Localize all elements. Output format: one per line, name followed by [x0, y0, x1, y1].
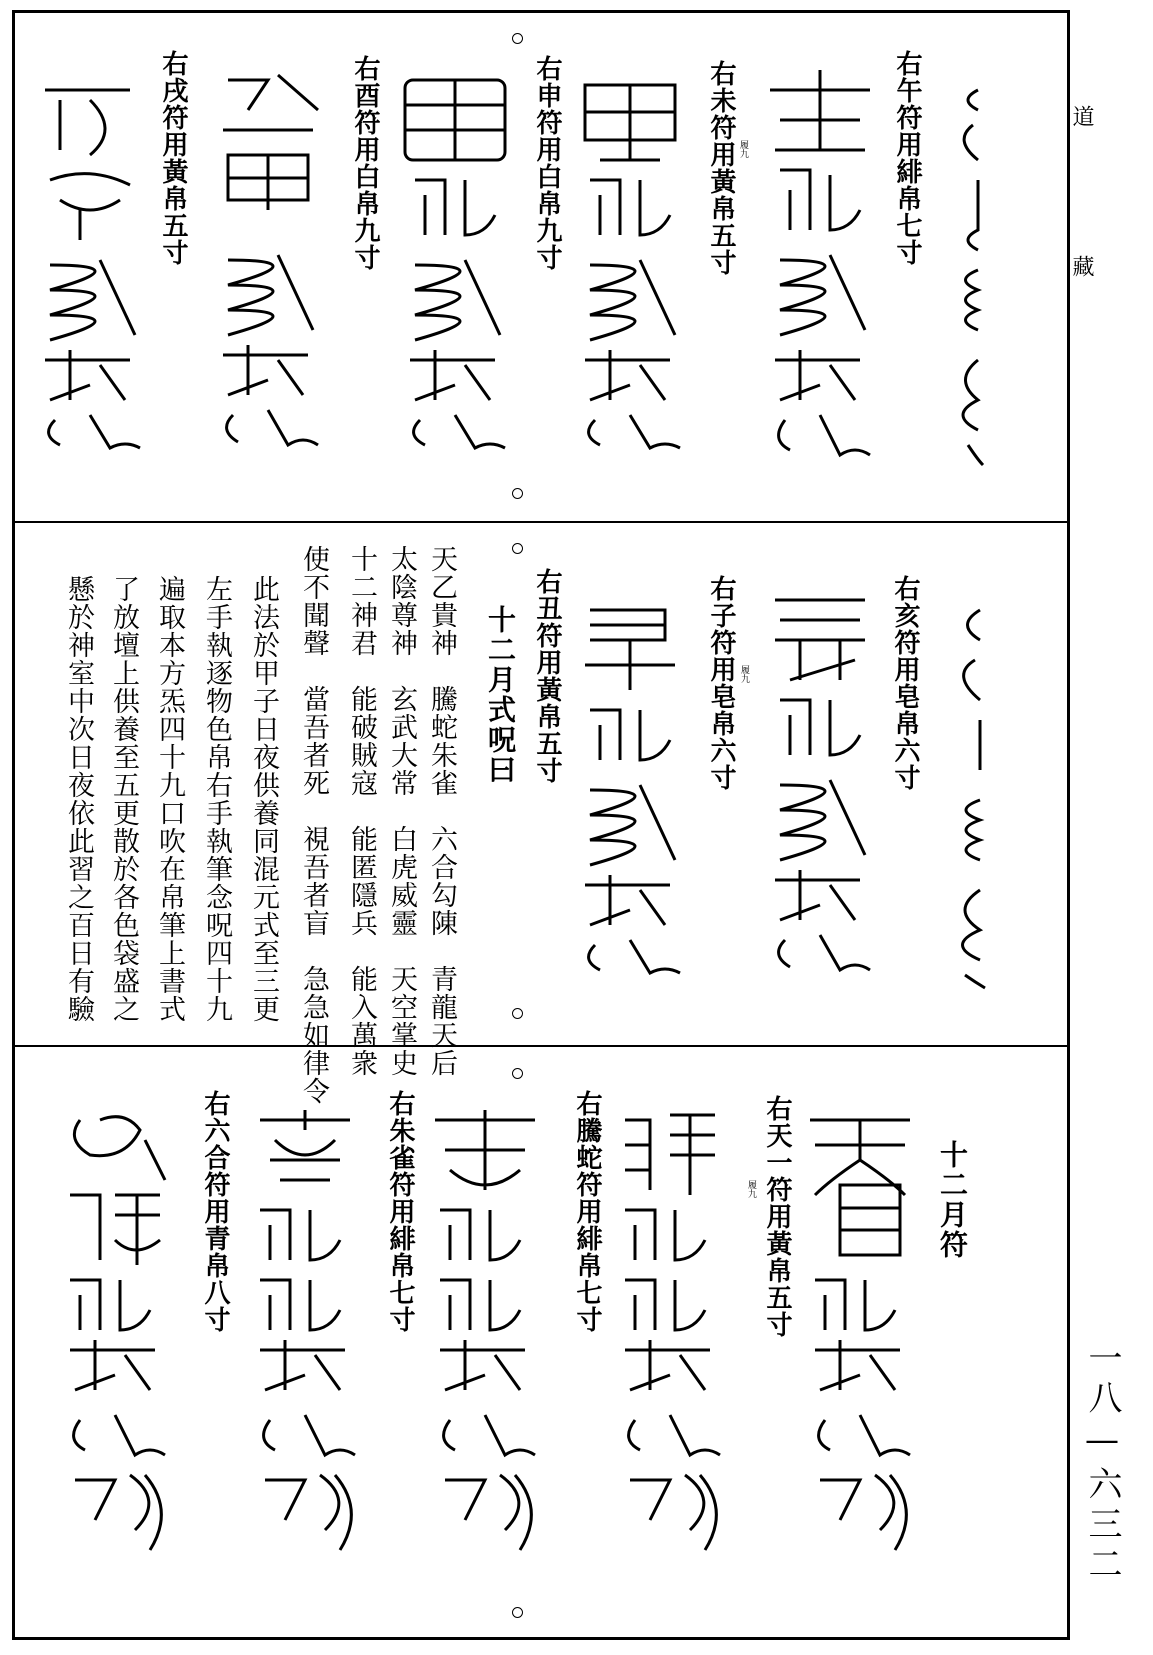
- incantation-line: 天乙貴神 騰蛇朱雀 六合勾陳 青龍天后: [426, 545, 457, 1077]
- talisman-zhuque: [425, 1100, 545, 1560]
- caption-hai: 右亥符用皂帛六寸: [890, 575, 920, 791]
- incantation-line: 使不聞聲 當吾者死 視吾者盲 急急如律令: [298, 545, 329, 1105]
- caption-zi: 右子符用皂帛六寸: [706, 575, 736, 791]
- caption-liuhe: 右六合符用青帛八寸: [200, 1090, 230, 1333]
- section-heading: 十二月符: [936, 1140, 969, 1260]
- note-tianyi: 履九: [746, 1180, 756, 1198]
- method-line: 了放壇上供養至五更散於各色袋盛之: [108, 575, 139, 1023]
- caption-wu: 右午符用緋帛七寸: [892, 50, 922, 266]
- method-line: 遍取本方炁四十九口吹在帛筆上書式: [154, 575, 185, 1023]
- talisman-zi: [570, 595, 690, 975]
- binding-ring: [512, 1008, 523, 1019]
- collection-title-bottom: 藏: [1069, 255, 1094, 277]
- binding-ring: [512, 1607, 523, 1618]
- binding-ring: [512, 1068, 523, 1079]
- caption-tengshe: 右騰蛇符用緋帛七寸: [572, 1090, 602, 1333]
- binding-ring: [512, 488, 523, 499]
- caption-you: 右酉符用白帛九寸: [350, 55, 380, 271]
- talisman-wei: [570, 70, 690, 450]
- talisman-wu: [760, 60, 880, 460]
- panel-divider-bottom: [12, 1045, 1070, 1047]
- talisman-tengshe: [610, 1100, 730, 1560]
- caption-chou: 右丑符用黃帛五寸: [532, 568, 562, 784]
- note-zi: 履九: [739, 665, 749, 683]
- caption-shen: 右申符用白帛九寸: [532, 55, 562, 271]
- method-line: 懸於神室中次日夜依此習之百日有驗: [63, 575, 94, 1023]
- caption-xu: 右戌符用黃帛五寸: [158, 50, 188, 266]
- binding-ring: [512, 33, 523, 44]
- incantation-line: 太陰尊神 玄武大常 白虎威靈 天空掌史: [386, 545, 417, 1077]
- talisman-partial-si: [938, 70, 988, 470]
- incantation-line: 十二神君 能破賊寇 能匿隱兵 能入萬衆: [346, 545, 377, 1077]
- talisman-xu: [30, 70, 150, 450]
- talisman-liuhe: [245, 1100, 365, 1560]
- binding-ring: [512, 543, 523, 554]
- caption-tianyi: 右天一符用黃帛五寸: [762, 1095, 792, 1338]
- incantation-heading: 十二月式呪曰: [484, 605, 517, 785]
- collection-title-top: 道: [1069, 105, 1094, 127]
- talisman-tianyi: [800, 1100, 920, 1560]
- caption-wei: 右未符用黃帛五寸: [706, 60, 736, 276]
- caption-zhuque: 右朱雀符用緋帛七寸: [385, 1090, 415, 1333]
- method-line: 左手執逐物色帛右手執筆念呪四十九: [201, 575, 232, 1023]
- note-wei: 履九: [738, 140, 748, 158]
- page-number: 一八—六三二: [1082, 1340, 1122, 1586]
- talisman-you: [208, 60, 328, 450]
- panel-divider-top: [12, 521, 1070, 523]
- talisman-gouchen: [55, 1100, 175, 1560]
- talisman-hai: [760, 585, 880, 975]
- method-line: 此法於甲子日夜供養同混元式至三更: [248, 575, 279, 1023]
- talisman-shen: [395, 70, 515, 450]
- talisman-partial-hai: [935, 590, 990, 990]
